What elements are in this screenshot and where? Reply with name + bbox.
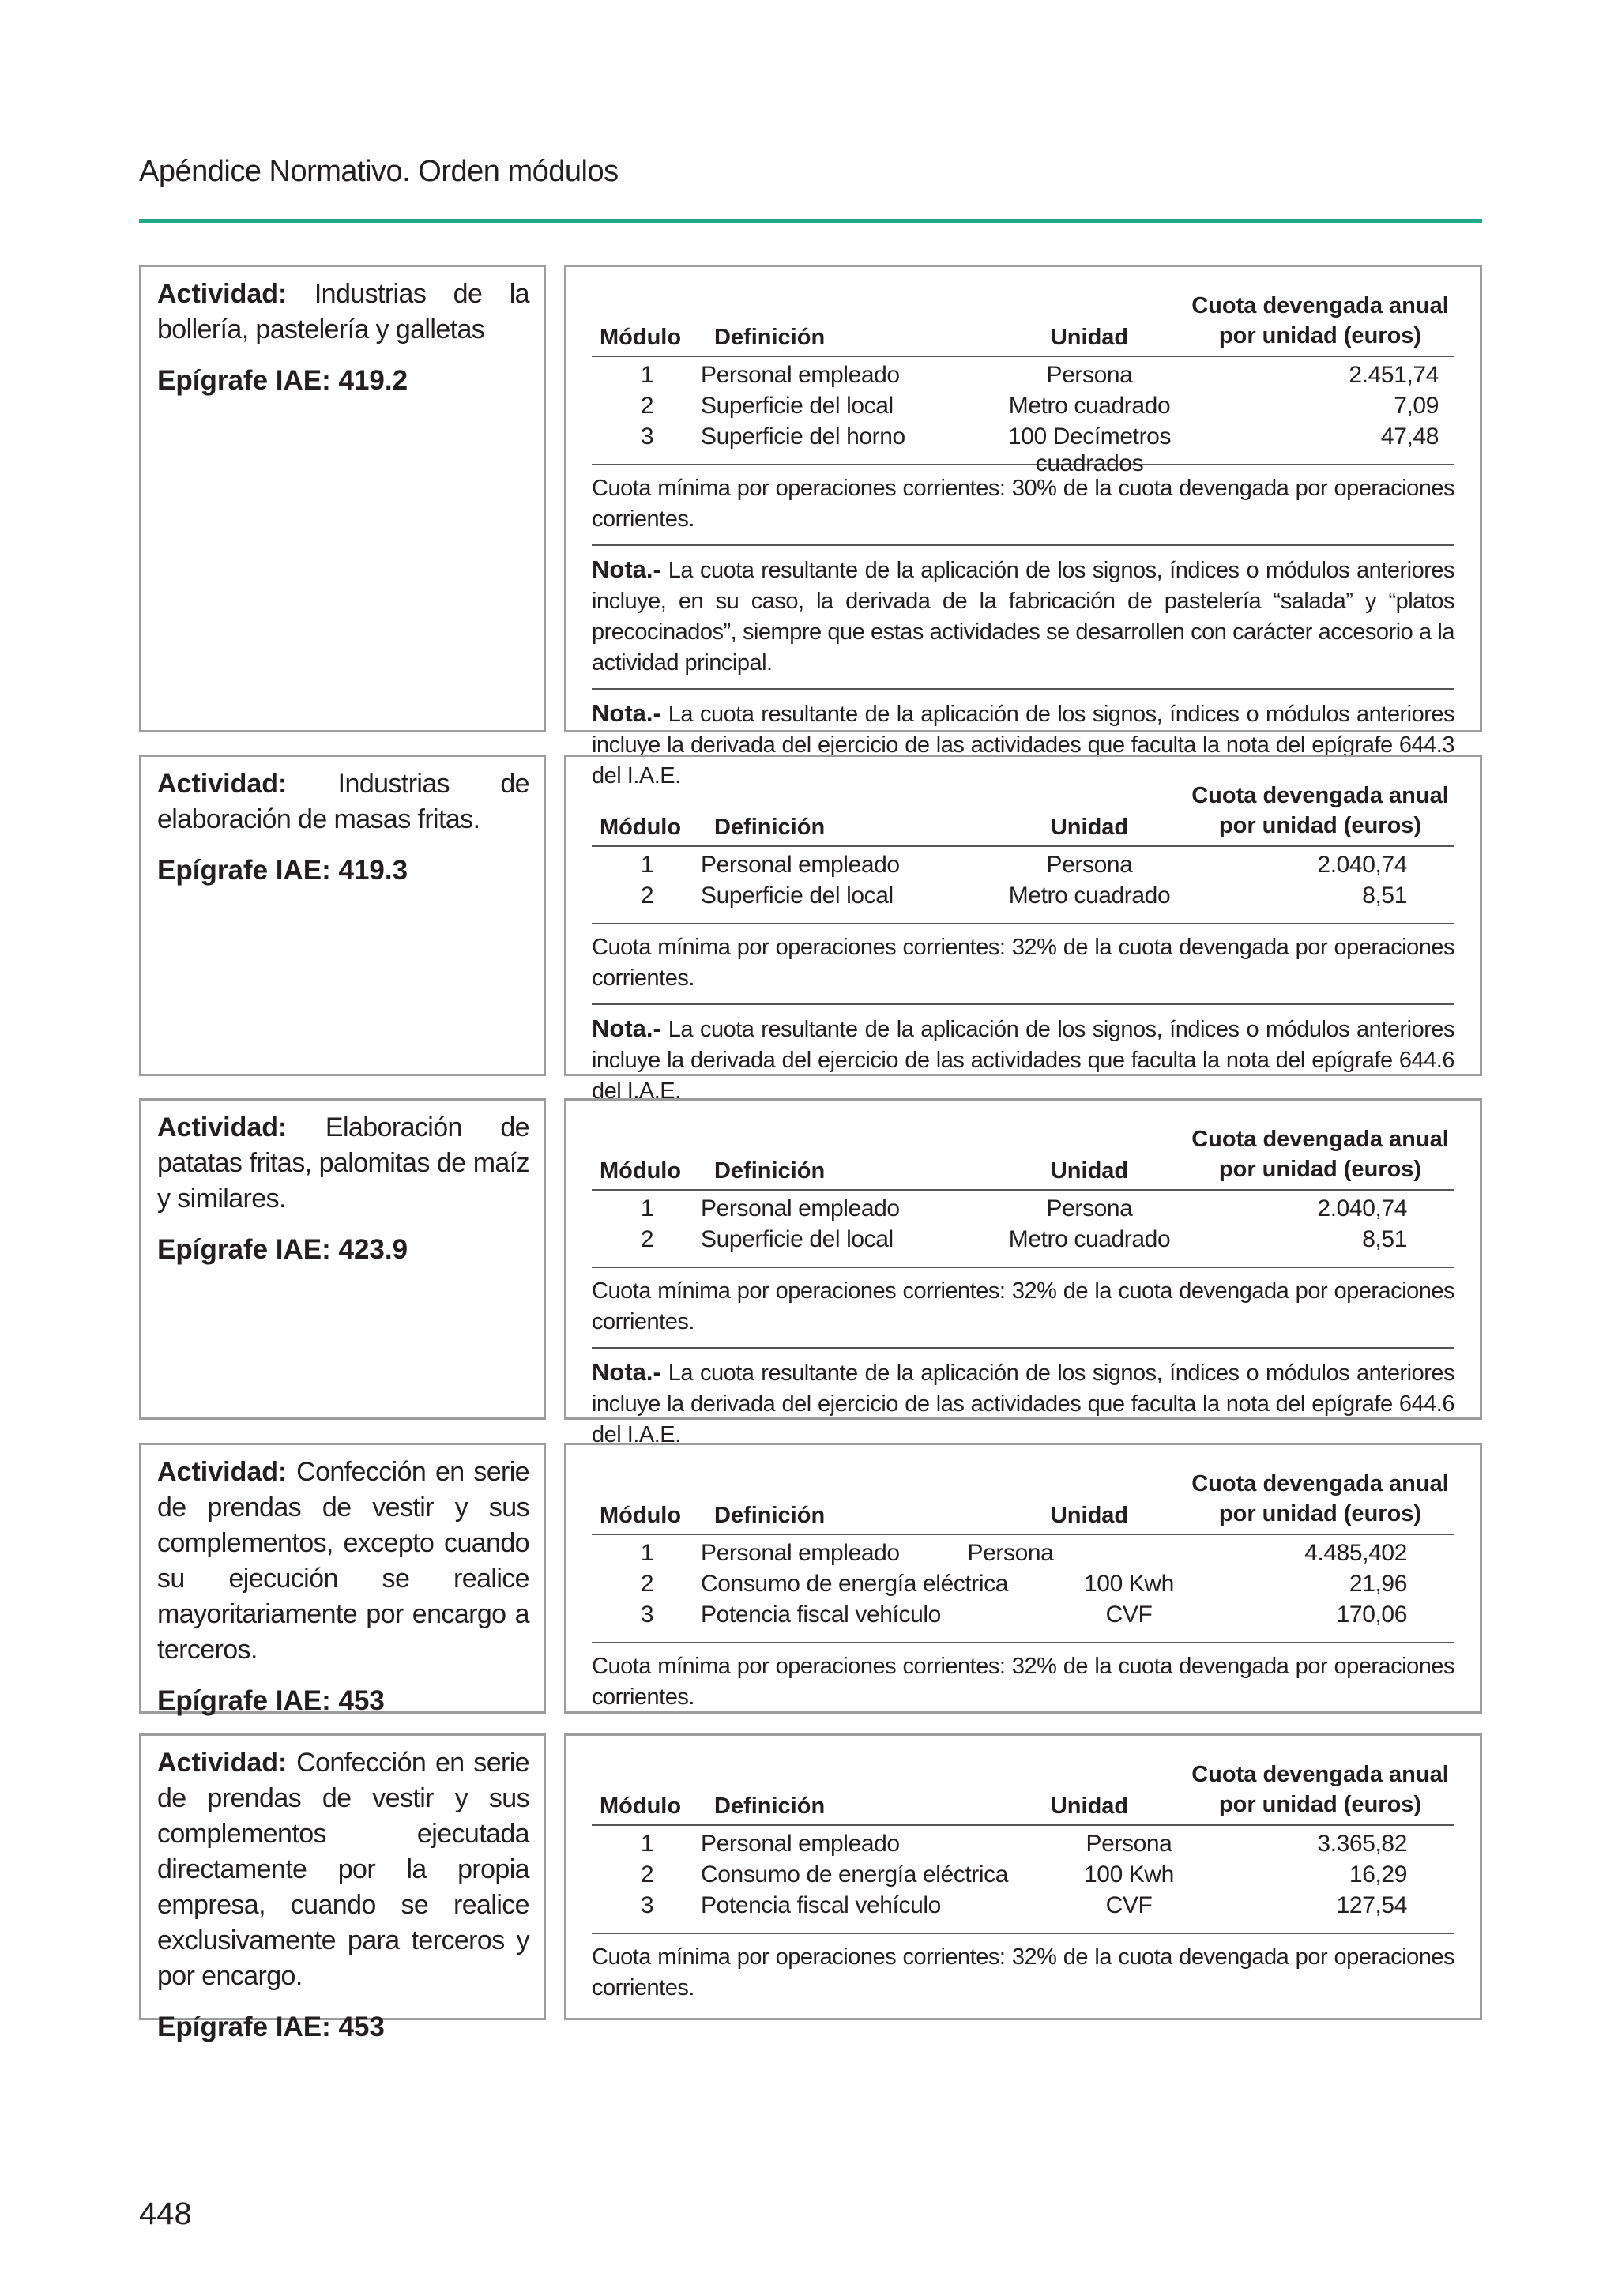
module-number: 2 [640, 883, 654, 909]
activity-box [139, 1443, 546, 1714]
module-unit: Persona [1046, 362, 1133, 388]
activity-text [157, 766, 529, 837]
module-number: 1 [640, 1195, 654, 1221]
header-unidad: Unidad [1050, 1158, 1129, 1184]
activity-label: Actividad: [157, 1457, 288, 1487]
nota-label: Nota.- [592, 1014, 661, 1042]
cuota-minima-section [592, 1267, 1454, 1347]
module-unit: Persona [1086, 1831, 1172, 1857]
header-unidad: Unidad [1050, 815, 1129, 840]
table-body [592, 357, 1454, 476]
module-definition: Superficie del local [701, 393, 894, 419]
module-unit: Persona [1046, 1195, 1133, 1221]
activity-box [139, 265, 546, 732]
activity-label: Actividad: [157, 1748, 288, 1778]
table-header [592, 277, 1454, 357]
nota-label: Nota.- [592, 699, 661, 727]
module-unit: CVF [1105, 1602, 1153, 1628]
table-body [592, 847, 1454, 923]
table-header [592, 1455, 1454, 1535]
activity-description: Industrias de elaboración de masas fritas. [157, 769, 529, 834]
table-row [592, 1861, 1454, 1892]
header-modulo: Módulo [600, 815, 682, 840]
header-modulo: Módulo [600, 1503, 682, 1528]
header-modulo: Módulo [600, 1158, 682, 1184]
activity-description: Elaboración de patatas fritas, palomitas de maíz y similares. [157, 1112, 529, 1214]
module-quota: 2.040,74 [1317, 852, 1407, 878]
modules-table-box [564, 1733, 1482, 2020]
activity-text [157, 1110, 529, 1217]
cuota-minima-section [592, 1642, 1454, 1722]
table-row [592, 852, 1454, 883]
epigrafe-label: Epígrafe IAE: 453 [157, 1685, 385, 1716]
activity-box [139, 1733, 546, 2042]
table-row [592, 1226, 1454, 1257]
header-definicion: Definición [714, 325, 826, 350]
activity-box [139, 1098, 546, 1420]
header-cuota: Cuota devengada anual por unidad (euros) [1191, 1762, 1449, 1817]
module-quota: 8,51 [1362, 883, 1407, 909]
activity-label: Actividad: [157, 1112, 288, 1142]
activity-text [157, 277, 529, 348]
header-definicion: Definición [714, 815, 826, 840]
table-body [592, 1535, 1454, 1642]
epigrafe-label: Epígrafe IAE: 419.3 [157, 855, 408, 886]
header-unidad: Unidad [1050, 1794, 1129, 1819]
header-modulo: Módulo [600, 1794, 682, 1819]
page-header-title: Apéndice Normativo. Orden módulos [139, 155, 619, 188]
module-quota: 127,54 [1336, 1892, 1407, 1918]
module-unit: Persona [967, 1540, 1054, 1566]
epigrafe-label: Epígrafe IAE: 453 [157, 2012, 385, 2042]
header-cuota: Cuota devengada anual por unidad (euros) [1191, 783, 1449, 838]
module-definition: Superficie del horno [701, 423, 905, 450]
module-definition: Potencia fiscal vehículo [701, 1602, 941, 1628]
cuota-minima-text: 32% de la cuota devengada por operaciones corrientes. [592, 935, 1455, 991]
nota-text: La cuota resultante de la aplicación de los signos, índices o módulos anteriores incluye la derivada del ejercicio de las actividades que faculta la nota del epígrafe 644.6 del I.A.E. [592, 1017, 1455, 1104]
modules-table-box [564, 755, 1482, 1104]
module-number: 1 [640, 1540, 654, 1566]
modules-table-box [564, 1443, 1482, 1714]
activity-text [157, 1745, 529, 1994]
module-number: 3 [640, 1892, 654, 1918]
module-number: 2 [640, 1571, 654, 1597]
module-definition: Personal empleado [701, 852, 900, 878]
table-row [592, 1571, 1454, 1602]
nota-text: La cuota resultante de la aplicación de los signos, índices o módulos anteriores incluye, en su caso, la derivada de la fabricación de pastelería “salada” y “platos precocinados”, siempre que estas actividades se desarrollen con carácter accesorio a la actividad principal. [592, 558, 1455, 676]
module-number: 1 [640, 362, 654, 388]
activity-text [157, 1455, 529, 1668]
nota-label: Nota.- [592, 555, 661, 583]
table-body [592, 1191, 1454, 1267]
module-quota: 3.365,82 [1317, 1831, 1407, 1857]
cuota-minima-label: Cuota mínima por operaciones corrientes: [592, 1944, 1006, 1970]
module-definition: Consumo de energía eléctrica [701, 1861, 1009, 1888]
epigrafe-label: Epígrafe IAE: 423.9 [157, 1234, 408, 1265]
module-unit: Metro cuadrado [1008, 393, 1171, 419]
module-quota: 2.040,74 [1317, 1195, 1407, 1221]
table-row [592, 1540, 1454, 1571]
module-quota: 21,96 [1349, 1571, 1407, 1597]
table-header [592, 766, 1454, 847]
header-cuota: Cuota devengada anual por unidad (euros) [1191, 1127, 1449, 1182]
module-definition: Personal empleado [701, 1195, 900, 1221]
table-header [592, 1110, 1454, 1191]
module-number: 3 [640, 1602, 654, 1628]
module-unit: Metro cuadrado [1008, 883, 1171, 909]
modules-table-box [564, 265, 1482, 789]
nota-section [592, 544, 1454, 688]
table-body [592, 1826, 1454, 1933]
cuota-minima-label: Cuota mínima por operaciones corrientes: [592, 1278, 1006, 1304]
cuota-minima-label: Cuota mínima por operaciones corrientes: [592, 935, 1006, 960]
module-definition: Personal empleado [701, 362, 900, 388]
module-quota: 170,06 [1336, 1602, 1407, 1628]
cuota-minima-text: 32% de la cuota devengada por operaciones corrientes. [592, 1944, 1455, 2001]
module-number: 2 [640, 1861, 654, 1888]
cuota-minima-section [592, 923, 1454, 1003]
module-definition: Personal empleado [701, 1831, 900, 1857]
module-number: 1 [640, 1831, 654, 1857]
module-number: 1 [640, 852, 654, 878]
activity-label: Actividad: [157, 769, 288, 799]
activity-description: Industrias de la bollería, pastelería y galletas [157, 279, 529, 344]
cuota-minima-label: Cuota mínima por operaciones corrientes: [592, 476, 1006, 501]
modules-table-box [564, 1098, 1482, 1447]
table-row [592, 1602, 1454, 1632]
module-quota: 7,09 [1394, 393, 1439, 419]
module-number: 2 [640, 393, 654, 419]
module-unit: 100 Decímetros cuadrados [1007, 423, 1172, 476]
page-number: 448 [139, 2196, 192, 2231]
nota-label: Nota.- [592, 1358, 661, 1386]
nota-text: La cuota resultante de la aplicación de los signos, índices o módulos anteriores incluye la derivada del ejercicio de las actividades que faculta la nota del epígrafe 644.6 del I.A.E. [592, 1361, 1455, 1447]
header-unidad: Unidad [1050, 325, 1129, 350]
module-quota: 16,29 [1349, 1861, 1407, 1888]
table-row [592, 883, 1454, 913]
header-cuota: Cuota devengada anual por unidad (euros) [1191, 293, 1449, 348]
activity-description: Confección en serie de prendas de vestir y sus complementos ejecutada directamente por la propia empresa, cuando se realice exclusivamente para terceros y por encargo. [157, 1748, 529, 1991]
table-row [592, 362, 1454, 393]
module-number: 3 [640, 423, 654, 450]
module-definition: Personal empleado [701, 1540, 900, 1566]
epigrafe-label: Epígrafe IAE: 419.2 [157, 365, 408, 396]
header-divider [139, 219, 1482, 223]
activity-label: Actividad: [157, 279, 288, 309]
module-unit: Metro cuadrado [1008, 1226, 1171, 1252]
module-quota: 4.485,402 [1304, 1540, 1407, 1566]
cuota-minima-text: 32% de la cuota devengada por operaciones corrientes. [592, 1654, 1455, 1710]
table-row [592, 423, 1454, 476]
module-quota: 47,48 [1380, 423, 1439, 450]
cuota-minima-label: Cuota mínima por operaciones corrientes: [592, 1654, 1006, 1679]
nota-text: La cuota resultante de la aplicación de los signos, índices o módulos anteriores incluye la derivada del ejercicio de las actividades que faculta la nota del epígrafe 644.3 del I.A.E. [592, 702, 1455, 789]
module-unit: 100 Kwh [1084, 1861, 1174, 1888]
table-row [592, 1831, 1454, 1861]
table-row [592, 1892, 1454, 1923]
module-quota: 8,51 [1362, 1226, 1407, 1252]
activity-box [139, 755, 546, 1076]
module-unit: Persona [1046, 852, 1133, 878]
module-unit: 100 Kwh [1084, 1571, 1174, 1597]
module-definition: Superficie del local [701, 1226, 894, 1252]
header-definicion: Definición [714, 1503, 826, 1528]
header-definicion: Definición [714, 1794, 826, 1819]
table-row [592, 393, 1454, 423]
module-definition: Consumo de energía eléctrica [701, 1571, 1009, 1597]
module-number: 2 [640, 1226, 654, 1252]
header-modulo: Módulo [600, 325, 682, 350]
header-unidad: Unidad [1050, 1503, 1129, 1528]
module-definition: Superficie del local [701, 883, 894, 909]
module-quota: 2.451,74 [1349, 362, 1439, 388]
table-row [592, 1195, 1454, 1226]
header-cuota: Cuota devengada anual por unidad (euros) [1191, 1471, 1449, 1526]
header-definicion: Definición [714, 1158, 826, 1184]
module-definition: Potencia fiscal vehículo [701, 1892, 941, 1918]
cuota-minima-text: 30% de la cuota devengada por operaciones corrientes. [592, 476, 1455, 532]
cuota-minima-section [592, 1933, 1454, 2013]
cuota-minima-text: 32% de la cuota devengada por operaciones corrientes. [592, 1278, 1455, 1334]
activity-description: Confección en serie de prendas de vestir y sus complementos, excepto cuando su ejecución se realice mayoritariamente por encargo a terceros. [157, 1457, 529, 1665]
table-header [592, 1745, 1454, 1826]
module-unit: CVF [1105, 1892, 1153, 1918]
